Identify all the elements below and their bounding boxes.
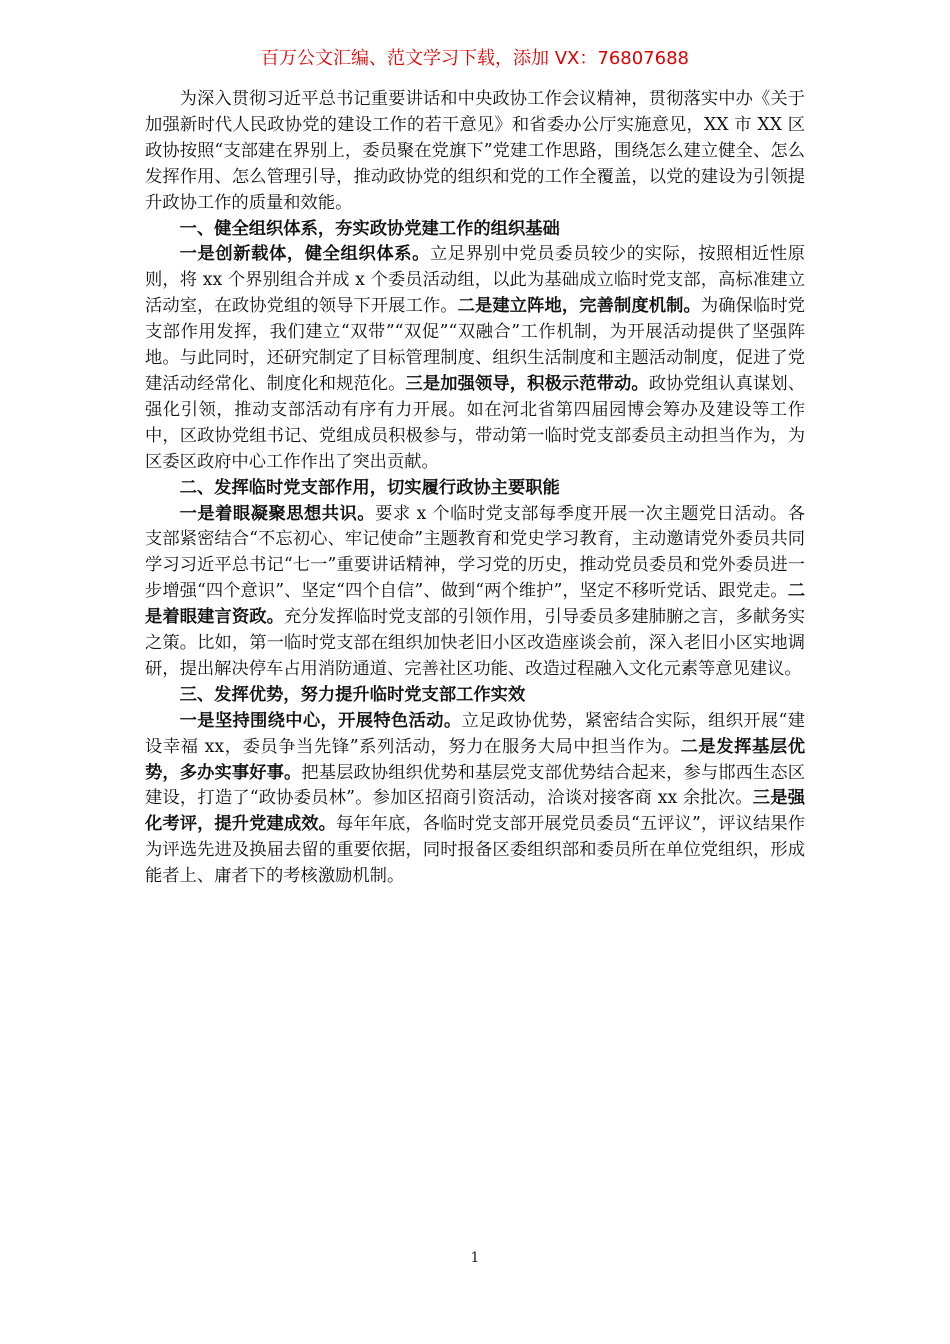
- section-1-point-2-title: 二是建立阵地，完善制度机制。: [457, 296, 701, 317]
- section-3-point-1-text: 立足政协优势，紧密结合实际，组织开展“建设幸福 xx，委员争当先锋”系列活动，努力在服务大局中担当作为。: [145, 710, 805, 757]
- section-3-heading: 三、发挥优势，努力提升临时党支部工作实效: [179, 684, 526, 705]
- section-1-point-2-text: 为确保临时党支部作用发挥，我们建立“双带”“双促”“双融合”工作机制，为开展活动提供了坚强阵地。与此同时，还研究制定了目标管理制度、组织生活制度和主题活动制度，促进了党建活动经常化、制度化和规范化。: [145, 296, 805, 394]
- section-1-point-3-title: 三是加强领导，积极示范带动。: [405, 373, 649, 394]
- section-1-point-1-text: 立足界别中党员委员较少的实际，按照相近性原则，将 xx 个界别组合并成 x 个委员活动组，以此为基础成立临时党支部，高标准建立活动室，在政协党组的领导下开展工作。: [145, 244, 805, 317]
- section-1-point-3-text: 政协党组认真谋划、强化引领，推动支部活动有序有力开展。如在河北省第四届园博会筹办及建设等工作中，区政协党组书记、党组成员积极参与，带动第一临时党支部委员主动担当作为，为区委区政府中心工作作出了突出贡献。: [145, 373, 805, 472]
- document-body: [145, 87, 805, 890]
- section-2-point-2-title: 二是着眼建言资政。: [145, 581, 805, 628]
- section-3-point-2-title: 二是发挥基层优势，多办实事好事。: [145, 736, 805, 783]
- section-1-heading: 一、健全组织体系，夯实政协党建工作的组织基础: [179, 218, 560, 239]
- section-2-heading: 二、发挥临时党支部作用，切实履行政协主要职能: [179, 477, 560, 498]
- section-2-point-1-title: 一是着眼凝聚思想共识。: [179, 503, 376, 524]
- section-2-point-2-text: 充分发挥临时党支部的引领作用，引导委员多建肺腑之言，多献务实之策。比如，第一临时党支部在组织加快老旧小区改造座谈会前，深入老旧小区实地调研，提出解决停车占用消防通道、完善社区功能、改造过程融入文化元素等意见建议。: [145, 607, 805, 679]
- page-number: 1: [470, 1250, 480, 1266]
- section-3-point-3-text: 每年年底，各临时党支部开展党员委员“五评议”，评议结果作为评选先进及换届去留的重要依据，同时报备区委组织部和委员所在单位党组织，形成能者上、庸者下的考核激励机制。: [145, 814, 805, 887]
- section-1-paragraph: [145, 242, 805, 475]
- section-1-point-1-title: 一是创新载体，健全组织体系。: [179, 244, 430, 265]
- section-3-point-3-title: 三是强化考评，提升党建成效。: [145, 788, 805, 835]
- section-3-paragraph: [145, 709, 805, 890]
- header-banner: 百万公文汇编、范文学习下载，添加 VX：76807688: [261, 48, 689, 69]
- intro-paragraph: 为深入贯彻习近平总书记重要讲话和中央政协工作会议精神，贯彻落实中办《关于加强新时代人民政协党的建设工作的若干意见》和省委办公厅实施意见，XX 市 XX 区政协按照“支部建在界别上，委员聚在党旗下”党建工作思路，围绕怎么建立健全、怎么发挥作用、怎么管理引导，推动政协党的组织和党的工作全覆盖，以党的建设为引领提升政协工作的质量和效能。: [145, 89, 805, 213]
- section-2-point-1-text: 要求 x 个临时党支部每季度开展一次主题党日活动。各支部紧密结合“不忘初心、牢记使命”主题教育和党史学习教育，主动邀请党外委员共同学习习近平总书记“七一”重要讲话精神，学习党的历史，推动党员委员和党外委员进一步增强“四个意识”、坚定“四个自信”、做到“两个维护”，坚定不移听党话、跟党走。: [145, 503, 805, 602]
- section-3-point-2-text: 把基层政协组织优势和基层党支部优势结合起来，参与邯西生态区建设，打造了“政协委员林”。参加区招商引资活动，洽谈对接客商 xx 余批次。: [145, 762, 805, 809]
- section-3-point-1-title: 一是坚持围绕中心，开展特色活动。: [179, 710, 462, 731]
- section-2-paragraph: [145, 502, 805, 683]
